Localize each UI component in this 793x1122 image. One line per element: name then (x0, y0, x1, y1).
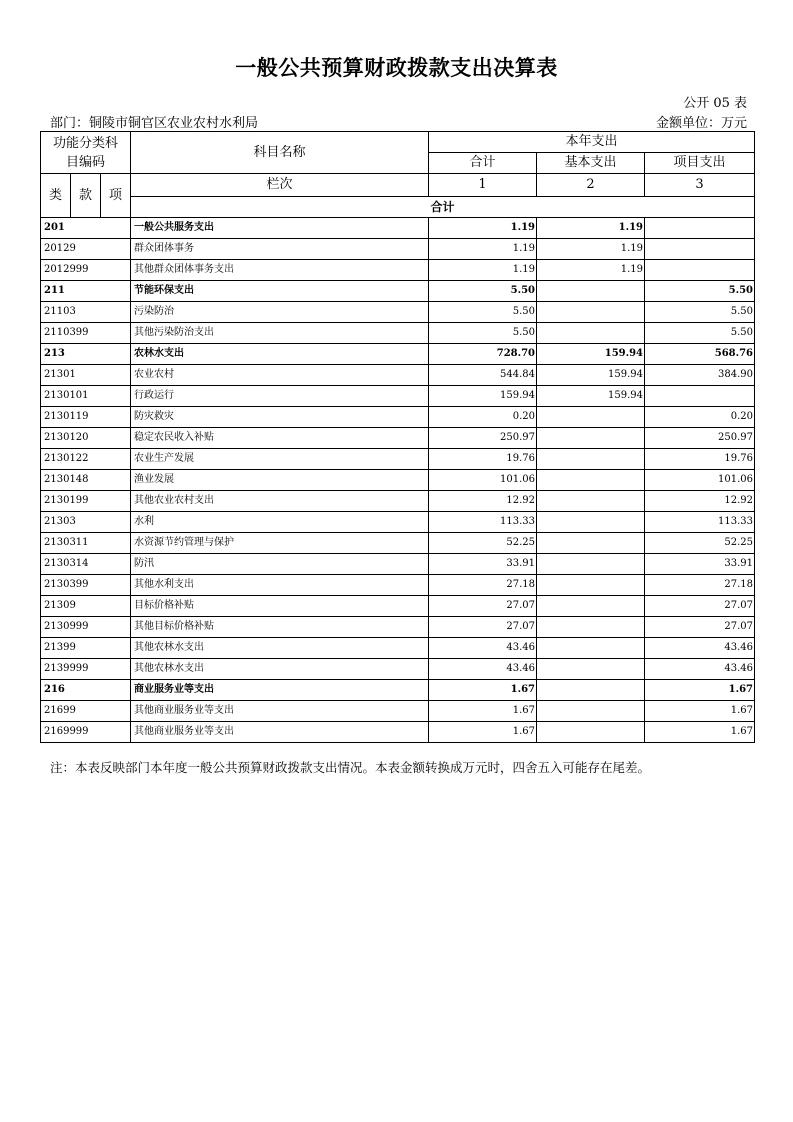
table-row (41, 323, 755, 344)
row-code: 21699 (41, 701, 131, 722)
row-subject-name: 节能环保支出 (131, 281, 429, 302)
row-basic (537, 470, 645, 491)
row-code: 21303 (41, 512, 131, 533)
row-basic: 1.19 (537, 218, 645, 239)
row-code: 21103 (41, 302, 131, 323)
row-basic (537, 659, 645, 680)
row-code: 2139999 (41, 659, 131, 680)
row-subject-name: 水利 (131, 512, 429, 533)
page-title: 一般公共预算财政拨款支出决算表 (235, 56, 558, 80)
row-total: 12.92 (429, 491, 537, 512)
row-basic: 159.94 (537, 365, 645, 386)
table-row (41, 533, 755, 554)
row-code: 21309 (41, 596, 131, 617)
row-project (645, 386, 755, 407)
row-project (645, 239, 755, 260)
row-total: 1.67 (429, 680, 537, 701)
row-basic (537, 323, 645, 344)
row-total: 0.20 (429, 407, 537, 428)
row-project: 19.76 (645, 449, 755, 470)
row-project: 12.92 (645, 491, 755, 512)
func-code-header-line2: 目编码 (66, 154, 106, 170)
row-subject-name: 群众团体事务 (131, 239, 429, 260)
row-subject-name: 农业生产发展 (131, 449, 429, 470)
row-project: 1.67 (645, 722, 755, 743)
table-row (41, 407, 755, 428)
row-subject-name: 目标价格补贴 (131, 596, 429, 617)
col-index-2: 2 (537, 174, 645, 197)
row-total: 5.50 (429, 323, 537, 344)
row-code: 2130101 (41, 386, 131, 407)
row-basic (537, 428, 645, 449)
table-row (41, 428, 755, 449)
row-total: 1.19 (429, 218, 537, 239)
table-row (41, 554, 755, 575)
table-row (41, 491, 755, 512)
row-code: 2130399 (41, 575, 131, 596)
row-total: 5.50 (429, 281, 537, 302)
row-basic: 159.94 (537, 386, 645, 407)
row-basic (537, 533, 645, 554)
row-project: 1.67 (645, 701, 755, 722)
row-subject-name: 其他水利支出 (131, 575, 429, 596)
row-total: 43.46 (429, 638, 537, 659)
lei-header: 类 (41, 174, 71, 218)
row-project: 568.76 (645, 344, 755, 365)
table-row (41, 302, 755, 323)
row-total: 33.91 (429, 554, 537, 575)
kuan-header: 款 (71, 174, 101, 218)
row-code: 216 (41, 680, 131, 701)
row-project: 250.97 (645, 428, 755, 449)
row-total: 1.67 (429, 722, 537, 743)
table-row (41, 575, 755, 596)
row-total: 544.84 (429, 365, 537, 386)
row-total: 27.07 (429, 617, 537, 638)
row-subject-name: 其他目标价格补贴 (131, 617, 429, 638)
row-code: 201 (41, 218, 131, 239)
row-project: 43.46 (645, 638, 755, 659)
row-project: 113.33 (645, 512, 755, 533)
row-subject-name: 其他群众团体事务支出 (131, 260, 429, 281)
row-total: 19.76 (429, 449, 537, 470)
row-basic (537, 575, 645, 596)
row-subject-name: 农业农村 (131, 365, 429, 386)
row-basic (537, 554, 645, 575)
row-total: 101.06 (429, 470, 537, 491)
row-basic (537, 617, 645, 638)
xiang-header: 项 (101, 174, 131, 218)
row-total: 27.07 (429, 596, 537, 617)
table-row (41, 701, 755, 722)
row-project: 33.91 (645, 554, 755, 575)
row-code: 2130199 (41, 491, 131, 512)
row-basic (537, 407, 645, 428)
row-basic (537, 491, 645, 512)
row-subject-name: 防汛 (131, 554, 429, 575)
row-basic: 159.94 (537, 344, 645, 365)
year-expense-header: 本年支出 (429, 132, 755, 153)
row-basic (537, 512, 645, 533)
row-basic (537, 701, 645, 722)
row-basic (537, 449, 645, 470)
row-total: 1.19 (429, 260, 537, 281)
row-code: 2130311 (41, 533, 131, 554)
table-row (41, 281, 755, 302)
row-subject-name: 防灾救灾 (131, 407, 429, 428)
table-row (41, 680, 755, 701)
row-project: 384.90 (645, 365, 755, 386)
row-project (645, 218, 755, 239)
row-subject-name: 渔业发展 (131, 470, 429, 491)
form-number: 公开 05 表 (683, 96, 747, 111)
row-project: 5.50 (645, 281, 755, 302)
row-subject-name: 其他农林水支出 (131, 659, 429, 680)
row-total: 1.19 (429, 239, 537, 260)
row-code: 2130999 (41, 617, 131, 638)
row-project: 52.25 (645, 533, 755, 554)
table-row (41, 449, 755, 470)
row-code: 2130314 (41, 554, 131, 575)
row-code: 2169999 (41, 722, 131, 743)
row-basic: 1.19 (537, 260, 645, 281)
row-subject-name: 其他农林水支出 (131, 638, 429, 659)
table-row (41, 722, 755, 743)
header-row-1 (41, 132, 755, 153)
row-total: 113.33 (429, 512, 537, 533)
table-row (41, 512, 755, 533)
table-row (41, 260, 755, 281)
row-subject-name: 水资源节约管理与保护 (131, 533, 429, 554)
row-total: 728.70 (429, 344, 537, 365)
department-label: 部门：铜陵市铜官区农业农村水利局 (50, 116, 259, 131)
row-total: 43.46 (429, 659, 537, 680)
footnote: 注：本表反映部门本年度一般公共预算财政拨款支出情况。本表金额转换成万元时，四舍五入可能存在尾差。 (50, 760, 651, 775)
row-basic (537, 302, 645, 323)
row-project: 43.46 (645, 659, 755, 680)
row-code: 2130122 (41, 449, 131, 470)
row-basic (537, 680, 645, 701)
amount-unit-label: 金额单位：万元 (655, 116, 747, 131)
row-project (645, 260, 755, 281)
func-code-header (41, 132, 131, 174)
col-project-header: 项目支出 (645, 153, 755, 174)
row-code: 2130120 (41, 428, 131, 449)
row-basic (537, 722, 645, 743)
func-code-header-line1: 功能分类科 (53, 135, 119, 151)
row-basic (537, 638, 645, 659)
col-index-1: 1 (429, 174, 537, 197)
row-code: 2012999 (41, 260, 131, 281)
row-total: 250.97 (429, 428, 537, 449)
row-total: 27.18 (429, 575, 537, 596)
row-total: 159.94 (429, 386, 537, 407)
row-project: 101.06 (645, 470, 755, 491)
table-row (41, 638, 755, 659)
row-code: 211 (41, 281, 131, 302)
row-total: 5.50 (429, 302, 537, 323)
row-subject-name: 农林水支出 (131, 344, 429, 365)
row-code: 21399 (41, 638, 131, 659)
table-row (41, 470, 755, 491)
col-index-3: 3 (645, 174, 755, 197)
row-code: 213 (41, 344, 131, 365)
row-basic (537, 281, 645, 302)
row-subject-name: 稳定农民收入补贴 (131, 428, 429, 449)
table-row (41, 365, 755, 386)
table-row (41, 218, 755, 239)
row-subject-name: 污染防治 (131, 302, 429, 323)
row-subject-name: 商业服务业等支出 (131, 680, 429, 701)
row-project: 0.20 (645, 407, 755, 428)
col-basic-header: 基本支出 (537, 153, 645, 174)
row-subject-name: 其他商业服务业等支出 (131, 701, 429, 722)
total-label: 合计 (131, 197, 755, 218)
row-subject-name: 一般公共服务支出 (131, 218, 429, 239)
row-code: 2130148 (41, 470, 131, 491)
row-subject-name: 其他商业服务业等支出 (131, 722, 429, 743)
row-project: 5.50 (645, 323, 755, 344)
header-row-3 (41, 174, 755, 197)
table-row (41, 239, 755, 260)
row-basic: 1.19 (537, 239, 645, 260)
row-subject-name: 行政运行 (131, 386, 429, 407)
table-row (41, 386, 755, 407)
row-subject-name: 其他农业农村支出 (131, 491, 429, 512)
subject-name-header: 科目名称 (131, 132, 429, 174)
col-total-header: 合计 (429, 153, 537, 174)
row-project: 1.67 (645, 680, 755, 701)
table-row (41, 596, 755, 617)
row-code: 2130119 (41, 407, 131, 428)
row-subject-name: 其他污染防治支出 (131, 323, 429, 344)
total-row (41, 197, 755, 218)
row-basic (537, 596, 645, 617)
row-project: 27.07 (645, 596, 755, 617)
row-code: 21301 (41, 365, 131, 386)
table-row (41, 617, 755, 638)
table-row (41, 344, 755, 365)
row-code: 20129 (41, 239, 131, 260)
table-row (41, 659, 755, 680)
row-code: 2110399 (41, 323, 131, 344)
lanci-header: 栏次 (131, 174, 429, 197)
row-project: 5.50 (645, 302, 755, 323)
expenditure-table (40, 131, 755, 743)
row-project: 27.18 (645, 575, 755, 596)
row-total: 1.67 (429, 701, 537, 722)
row-total: 52.25 (429, 533, 537, 554)
row-project: 27.07 (645, 617, 755, 638)
